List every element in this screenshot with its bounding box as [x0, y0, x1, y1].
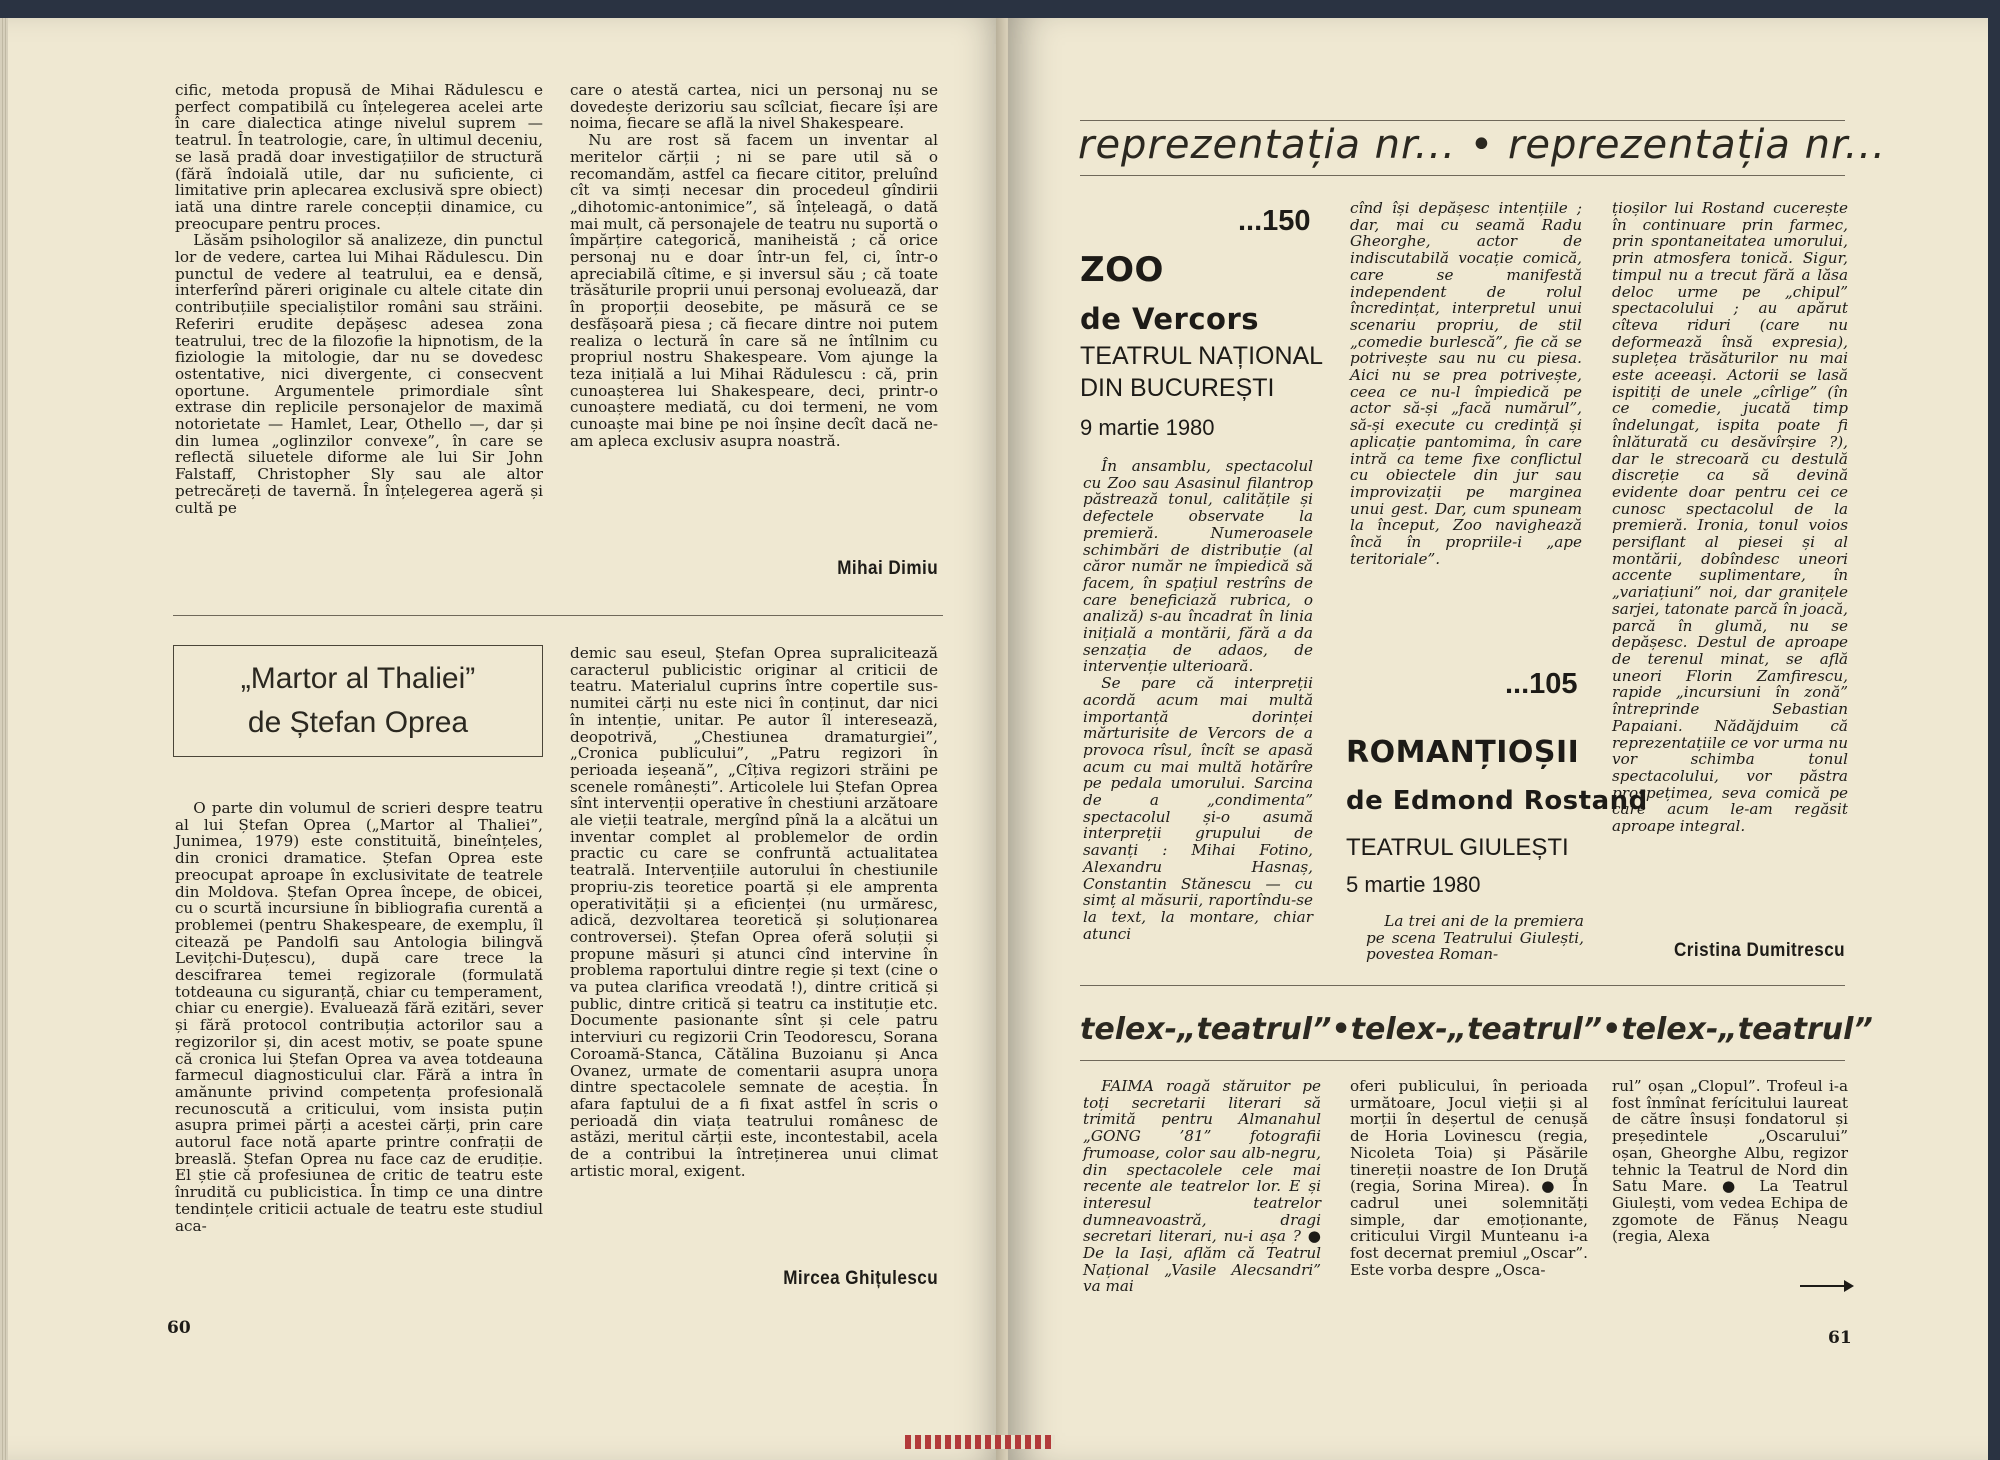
paragraph: rul” oșan „Clopul”. Trofeul i-a fost înmînat ferícitului laureat de către însuși fondatorul și președintele „Oscarului” oșan, Gheorghe Albu, regizor tehnic la Teatrul de Nord din Satu Mare. ● La Teatrul Giulești, vom vedea Echipa de zgomote de Fănuș Neagu (regia, Alexa [1612, 1077, 1848, 1246]
banner-rule-bottom [1080, 175, 1845, 176]
paragraph: care o atestă cartea, nici un personaj nu se dovedește derizoriu sau scîlciat, fiecare își are noima, fiecare se află la nivel Shakespeare. [570, 81, 938, 133]
left-col2-top [570, 82, 938, 449]
page-number-right: 61 [1828, 1328, 1852, 1348]
review2-col3 [1612, 200, 1848, 835]
continue-arrow-icon [1800, 1285, 1852, 1287]
book-title-box [173, 645, 543, 757]
review2-col2 [1366, 913, 1584, 963]
paragraph: O parte din volumul de scrieri despre teatru al lui Ștefan Oprea („Martor al Thaliei”, Junimea, 1979) este constituită, bineînțeles, din cronici dramatice. Ștefan Oprea este preocupat aproape în exclusivitate de teatrele din Moldova. Ștefan Oprea începe, de obicei, cu o scurtă incursiune în bibliografia curentă a problemei (pentru Shakespeare, de exemplu, îl citează pe Pandolfi sau Antologia bilingvă Levițchi-Duțescu), după care trece la descifrarea temei regizorale (formulată totdeauna cu siguranță, chiar cu temperament, chiar cu energie). Evaluează fără ezitări, sever și fără protocol contribuția actorilor sau a regizorilor și, din acest motiv, se poate spune că cronica lui Ștefan Oprea va avea totdeauna farmecul diagnosticului clar. Fără a intra în amănunte privind competența profesională recunoscută a criticului, vom insista puțin asupra primei părți a acestei cărți, prin care autorul face notă aparte printre confrații de breaslă. Ștefan Oprea nu face caz de erudiție. El știe că profesiunea de critic de teatru este înrudită cu publicistica. În timp ce una dintre tendințele criticii actuale de teatru este studiul aca- [175, 799, 543, 1235]
paragraph: Nu are rost să facem un inventar al meritelor cărții ; ni se pare util să o recomandăm, astfel ca fiecare cititor, preluînd cît va simți necesar din procedeul gîndirii „dihotomic-antonimice”, să înțeleagă, o dată mai mult, că personajele de teatru nu suportă o împărțire categorică, maniheistă ; că orice personaj nu e doar într-un fel, ci, într-o apreciabilă cîtime, e și inversul său ; că toate trăsăturile proprii unui personaj evoluează, dar în proporții deosebite, pe măsură ce se desfășoară piesa ; că fiecare dintre noi putem realiza o lectură în care să ne întîlnim cu propriul nostru Shakespeare. Vom ajunge la teza inițială a lui Mihai Rădulescu : că, prin cunoașterea lui Shakespeare, deci, printr-o cunoaștere mediată, cu doi termeni, ne vom cunoaște mai bine pe noi înșine decît dacă ne-am apleca exclusiv asupra noastră. [570, 131, 938, 450]
paragraph: cific, metoda propusă de Mihai Rădulescu e perfect compatibilă cu înțelegerea acelei arte în care dialectica atinge nivelul suprem — teatrul. În teatrologie, care, în ultimul deceniu, se lasă pradă doar investigațiilor de structură (fără îndoială utile, dar nu suficiente, ci limitative prin aplecarea exclusivă spre obiect) iată una dintre rarele concepții dinamice, cu preocupare pentru proces. [175, 81, 543, 233]
left-col1-bottom [175, 800, 543, 1234]
divider [1080, 985, 1845, 986]
performance-number: ...150 [1238, 205, 1311, 237]
telex-banner: telex-„teatrul”•telex-„teatrul”•telex-„teatrul” [1080, 1012, 1873, 1047]
performance-date: 5 martie 1980 [1346, 872, 1481, 897]
section-banner: reprezentația nr... • reprezentația nr... [1078, 122, 1886, 168]
theater-name: TEATRUL NAȚIONAL DIN BUCUREȘTI [1080, 342, 1323, 402]
signature-bottom: Mircea Ghițulescu [783, 1268, 938, 1289]
performance-date: 9 martie 1980 [1080, 415, 1215, 440]
play-title: ROMANȚIOȘII [1346, 735, 1580, 770]
paragraph: demic sau eseul, Ștefan Oprea supralicitează caracterul publicistic originar al criticii de teatru. Materialul cuprins între copertile sus-numitei cărți nu este nici în conținut, dar nici în intenție, unitar. Pe autor îl interesează, deopotrivă, „Chestiunea dramaturgiei”, „Cronica publicului”, „Patru regizori în perioada ieșeană”, „Cîțiva regizori străini pe scenele românești”. Articolele lui Ștefan Oprea sînt intervenții operative în chestiuni arzătoare ale vieții teatrale, mergînd pînă la a alcătui un inventar complet al problemelor de ordin practic cu care se confruntă actualitatea teatrală. Intervențiile autorului în chestiunile propriu-zis teoretice poartă și ele amprenta operativității și a eficienței (nu urmăresc, adică, dezvoltarea teoretică și soluționarea controversei). Ștefan Oprea oferă soluții și propune măsuri și atunci cînd intervine în problema raportului dintre regie și text (cine o va putea clarifica vreodată !), dintre critică și public, dintre critică și teatru ca instituție etc. Documente pasionante sînt și cele patru interviuri cu regizorii Crin Teodorescu, Sorana Coroamă-Stanca, Cătălina Buzoianu și Anca Ovanez, urmate de comentarii asupra unora dintre spectacolele semnate de aceștia. În afara faptului de a fi fixat astfel în scris o perioadă din viața teatrului românesc de astăzi, meritul cărții este, incontestabil, acela de a contribui la întreținerea unui climat artistic moral, exigent. [570, 644, 938, 1180]
review1-col2 [1350, 200, 1582, 567]
page-number-left: 60 [167, 1318, 191, 1338]
play-author: de Edmond Rostand [1346, 786, 1648, 816]
paragraph: cînd își depășesc intențiile ; dar, mai cu seamă Radu Gheorghe, actor de indiscutabilă vocație comică, care se manifestă independent de rolul încredințat, interpretul unui scenariu propriu, de stil „comedie burlescă”, fie că se potrivește sau nu cu piesa. Aici nu se prea potrivește, ceea ce nu-l împiedică pe actor să-și „facă numărul”, să-și execute cu credință și aplicație pantomima, în care intră ca teme fixe conflictul cu obiectele din jur sau improvizații pe marginea unui gest. Dar, cum spuneam la început, Zoo navighează încă în propriile-i „ape teritoriale”. [1350, 199, 1582, 568]
telex-rule [1080, 1060, 1845, 1061]
left-col1-top [175, 82, 543, 516]
paragraph: oferi publicului, în perioada următoare, Jocul vieții și al morții în deșertul de cenușă de Horia Lovinescu (regia, Nicoleta Toia) și Păsările tinereții noastre de Ion Druță (regia, Sorina Mirea). ● În cadrul unei solemnități simple, dar emoționante, criticului Virgil Munteanu i-a fost decernat premiul „Oscar”. Este vorba despre „Osca- [1350, 1077, 1588, 1279]
telex-col3 [1612, 1078, 1848, 1245]
paragraph: Lăsăm psihologilor să analizeze, din punctul lor de vedere, cartea lui Mihai Rădulescu. Din punctul de vedere al teatrului, ea e densă, interferînd păreri originale cu altele citate din contribuțiile specialiștilor români sau străini. Referiri erudite depășesc adesea zona teatrului, trec de la filozofie la hipnotism, de la fiziologie la mitologie, dar nu se dovedesc ostentative, nici divergente, ci consecvent oportune. Argumentele primordiale sînt extrase din replicile personajelor de maximă notorietate — Hamlet, Lear, Othello —, dar și din lumea „oglinzilor convexe”, în care se reflectă siluetele diforme ale lui Sir John Falstaff, Christopher Sly sau ale altor petrecăreți de tavernă. În înțelegerea ageră și cultă pe [175, 231, 543, 517]
paragraph: În ansamblu, spectacolul cu Zoo sau Asasinul filantrop păstrează tonul, calitățile și defectele observate la premieră. Numeroasele schimbări de distribuție (al căror număr ne împiedică să facem, în spațiul restrîns de care beneficiază rubrica, o analiză) s-au încadrat în linia inițială a montării, fără a da senzația de adaos, de intervenție ulterioară. [1083, 457, 1313, 676]
telex-col2 [1350, 1078, 1588, 1278]
box-title-line1: „Martor al Thaliei” [240, 662, 476, 695]
box-title-line2: de Ștefan Oprea [247, 706, 469, 739]
paragraph: FAIMA roagă stăruitor pe toți secretarii literari să trimită pentru Almanahul „GONG ’81” fotografii frumoase, color sau alb-negru, din spectacolele cele mai recente ale teatrelor lor. E și interesul teatrelor dumneavoastră, dragi secretari literari, nu-i așa ? ● De la Iași, aflăm că Teatrul Național „Vasile Alecsandri” va mai [1083, 1077, 1321, 1296]
paragraph: țioșilor lui Rostand cucerește în continuare prin farmec, prin spontaneitatea umorului, prin atmosfera tonică. Sigur, timpul nu a trecut fără a lăsa deloc urme pe „chipul” spectacolului ; au apărut cîteva riduri (care nu deformează însă expresia), suplețea trăsăturilor nu mai este aceeași. Actorii se lasă ispitiți de unele „cîrlige” (în ce comedie, jucată timp îndelungat, ispita poate fi înlăturată cu desăvîrșire ?), dar le strecoară cu destulă discreție ca să devină evidente doar pentru cei ce cunosc spectacolul de la premieră. Ironia, tonul voios persiflant al piesei și al montării, dobîndesc uneori accente suplimentare, în „variațiuni” noi, dar granițele sarjei, tatonate parcă în joacă, parcă în glumă, nu se depășesc. Destul de aproape de terenul minat, se află uneori Florin Zamfirescu, rapide „incursiuni în zonă” întreprinde Sebastian Papaiani. Nădăjduim că reprezentațiile ce vor urma nu vor schimba tonul spectacolului, vor păstra prospețimea, seva comică pe care acum le-am regăsit aproape integral. [1612, 199, 1848, 836]
review1-col1 [1083, 458, 1313, 942]
banner-rule-top [1080, 120, 1845, 121]
signature-top: Mihai Dimiu [837, 558, 938, 579]
theater-name: TEATRUL GIULEȘTI [1346, 834, 1569, 861]
play-author: de Vercors [1080, 302, 1260, 336]
play-title: ZOO [1080, 250, 1164, 290]
divider [173, 615, 943, 616]
paragraph: La trei ani de la premiera pe scena Teatrului Giulești, povestea Roman- [1366, 912, 1584, 964]
paragraph: Se pare că interpreții acordă acum mai multă importanță dorinței mărturisite de Vercors de a provoca rîsul, încît se apasă acum cu mai multă hotărîre pe pedala umorului. Sarcina de a „condimenta” spectacolul și-o asumă interpreții grupului de savanți : Mihai Fotino, Alexandru Hasnaș, Constantin Stănescu — cu simț al măsurii, raportîndu-se la text, la montare, chiar atunci [1083, 674, 1313, 943]
signature-right: Cristina Dumitrescu [1673, 940, 1845, 961]
telex-col1 [1083, 1078, 1321, 1295]
bookmark-ribbon [905, 1435, 1055, 1449]
performance-number: ...105 [1505, 668, 1578, 700]
left-col2-bottom [570, 645, 938, 1180]
